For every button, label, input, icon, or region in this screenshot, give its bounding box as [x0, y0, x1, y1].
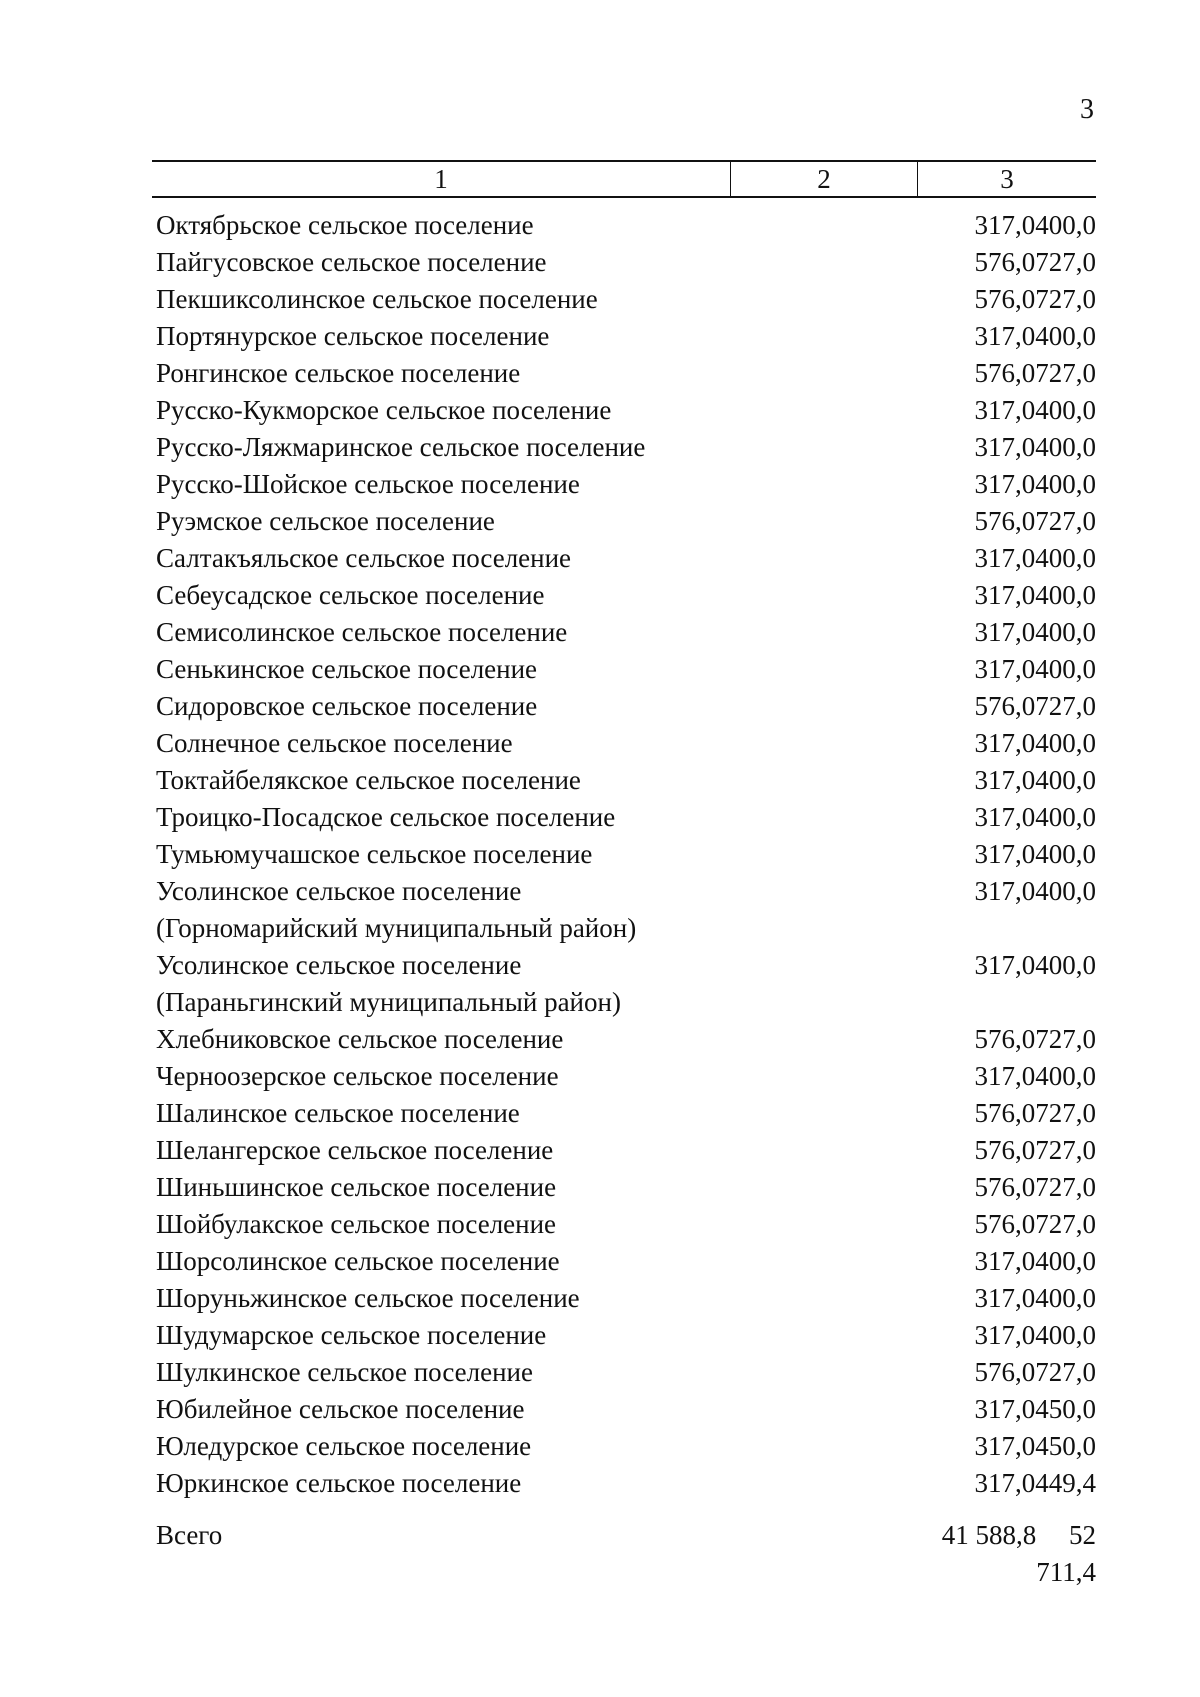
value-col2: 576,0	[974, 247, 1036, 277]
value-col2: 317,0	[974, 1394, 1036, 1424]
settlement-name-line: Ронгинское сельское поселение	[156, 358, 521, 388]
settlement-name-line: Шиньшинское сельское поселение	[156, 1172, 557, 1202]
value-col2: 317,0	[974, 469, 1036, 499]
settlement-name	[152, 1095, 744, 1132]
table-row	[152, 540, 1096, 577]
settlement-name	[152, 1243, 744, 1280]
value-col3: 400,0	[1035, 432, 1096, 462]
table-row	[152, 429, 1096, 466]
value-col2: 317,0	[974, 1468, 1036, 1498]
value-col3: 727,0	[1035, 284, 1096, 314]
settlement-name-line: Троицко-Посадское сельское поселение	[156, 802, 616, 832]
value-col2: 576,0	[974, 1135, 1036, 1165]
value-col3: 727,0	[1035, 1209, 1096, 1239]
settlement-name-line: Русско-Шойское сельское поселение	[156, 469, 580, 499]
settlement-name	[152, 651, 744, 688]
value-col2: 317,0	[974, 395, 1036, 425]
value-col2: 317,0	[974, 1283, 1036, 1313]
settlement-name-line: Портянурское сельское поселение	[156, 321, 550, 351]
settlement-name	[152, 392, 744, 429]
settlement-name	[152, 1465, 744, 1502]
table-row	[152, 466, 1096, 503]
table-row	[152, 725, 1096, 762]
settlement-name-line: Шойбулакское сельское поселение	[156, 1209, 557, 1239]
settlement-name-line: Шелангерское сельское поселение	[156, 1135, 554, 1165]
value-col3: 450,0	[1035, 1431, 1096, 1461]
value-col2: 317,0	[974, 543, 1036, 573]
table-row	[152, 1021, 1096, 1058]
settlement-name-line: Октябрьское сельское поселение	[156, 210, 534, 240]
value-col2: 317,0	[974, 580, 1036, 610]
table-row	[152, 799, 1096, 836]
settlement-name-line: Шоруньжинское сельское поселение	[156, 1283, 580, 1313]
value-col2: 317,0	[974, 1246, 1036, 1276]
table-row	[152, 207, 1096, 244]
settlement-name	[152, 1280, 744, 1317]
settlement-name-line: Русско-Кукморское сельское поселение	[156, 395, 612, 425]
table-row	[152, 1280, 1096, 1317]
settlement-name-line: Усолинское сельское поселение	[156, 876, 522, 906]
value-col3: 400,0	[1035, 1320, 1096, 1350]
table-row	[152, 355, 1096, 392]
table-row	[152, 1317, 1096, 1354]
settlement-name	[152, 577, 744, 614]
table-row	[152, 1095, 1096, 1132]
settlement-name-line: Шудумарское сельское поселение	[156, 1320, 547, 1350]
settlement-name	[152, 1169, 744, 1206]
page-number: 3	[1080, 94, 1094, 125]
value-col3: 400,0	[1035, 210, 1096, 240]
settlement-name-line: Семисолинское сельское поселение	[156, 617, 568, 647]
table-row	[152, 688, 1096, 725]
table-row	[152, 762, 1096, 799]
settlement-name	[152, 281, 744, 318]
settlement-name	[152, 355, 744, 392]
settlement-name	[152, 466, 744, 503]
value-col3: 400,0	[1035, 469, 1096, 499]
settlement-name	[152, 540, 744, 577]
value-col3: 727,0	[1035, 1024, 1096, 1054]
settlement-name	[152, 318, 744, 355]
settlement-name-line: Тумьюмучашское сельское поселение	[156, 839, 593, 869]
value-col2: 317,0	[974, 321, 1036, 351]
table-row	[152, 577, 1096, 614]
value-col3: 400,0	[1035, 1246, 1096, 1276]
table-row	[152, 1465, 1096, 1502]
value-col3: 727,0	[1035, 506, 1096, 536]
value-col2: 317,0	[974, 950, 1036, 980]
allocation-table	[152, 160, 1096, 1591]
column-header-1: 1	[434, 164, 448, 194]
value-col3: 400,0	[1035, 395, 1096, 425]
value-col2: 317,0	[974, 802, 1036, 832]
settlement-name-line: Шалинское сельское поселение	[156, 1098, 520, 1128]
total-row	[152, 1517, 1096, 1591]
settlement-name-line: Себеусадское сельское поселение	[156, 580, 545, 610]
settlement-name	[152, 688, 744, 725]
value-col2: 317,0	[974, 839, 1036, 869]
value-col3: 400,0	[1035, 876, 1096, 906]
settlement-name	[152, 947, 744, 1021]
value-col2: 576,0	[974, 691, 1036, 721]
settlement-name-line: Русско-Ляжмаринское сельское поселение	[156, 432, 646, 462]
settlement-name	[152, 1428, 744, 1465]
table-row	[152, 651, 1096, 688]
settlement-name	[152, 244, 744, 281]
settlement-name-line: (Параньгинский муниципальный район)	[156, 987, 621, 1017]
value-col2: 576,0	[974, 1024, 1036, 1054]
value-col3: 727,0	[1035, 1135, 1096, 1165]
settlement-name-line: Юркинское сельское поселение	[156, 1468, 522, 1498]
settlement-name	[152, 1317, 744, 1354]
settlement-name	[152, 799, 744, 836]
value-col2: 317,0	[974, 617, 1036, 647]
value-col2: 317,0	[974, 654, 1036, 684]
value-col2: 317,0	[974, 765, 1036, 795]
settlement-name	[152, 503, 744, 540]
settlement-name	[152, 1132, 744, 1169]
settlement-name	[152, 207, 744, 244]
value-col2: 317,0	[974, 1431, 1036, 1461]
value-col2: 576,0	[974, 1209, 1036, 1239]
value-col2: 317,0	[974, 1061, 1036, 1091]
settlement-name-line: Токтайбелякское сельское поселение	[156, 765, 581, 795]
table-row	[152, 244, 1096, 281]
settlement-name	[152, 1206, 744, 1243]
value-col3: 400,0	[1035, 950, 1096, 980]
table-row	[152, 318, 1096, 355]
table-row	[152, 392, 1096, 429]
table-row	[152, 1354, 1096, 1391]
settlement-name	[152, 873, 744, 947]
value-col3: 400,0	[1035, 543, 1096, 573]
value-col3: 400,0	[1035, 617, 1096, 647]
column-header-2: 2	[730, 162, 918, 196]
value-col2: 317,0	[974, 432, 1036, 462]
value-col3: 400,0	[1035, 654, 1096, 684]
settlement-name-line: Юбилейное сельское поселение	[156, 1394, 525, 1424]
value-col2: 576,0	[974, 284, 1036, 314]
settlement-name-line: Шулкинское сельское поселение	[156, 1357, 533, 1387]
value-col3: 727,0	[1035, 358, 1096, 388]
settlement-name-line: Хлебниковское сельское поселение	[156, 1024, 564, 1054]
value-col3: 727,0	[1035, 691, 1096, 721]
value-col3: 400,0	[1035, 765, 1096, 795]
table-row	[152, 873, 1096, 947]
settlement-name	[152, 836, 744, 873]
settlement-name-line: Солнечное сельское поселение	[156, 728, 513, 758]
table-row	[152, 614, 1096, 651]
table-header	[152, 160, 1096, 198]
value-col2: 576,0	[974, 1357, 1036, 1387]
value-col2: 576,0	[974, 506, 1036, 536]
value-col3: 727,0	[1035, 247, 1096, 277]
value-col2: 576,0	[974, 1172, 1036, 1202]
table-row	[152, 1169, 1096, 1206]
value-col3: 400,0	[1035, 321, 1096, 351]
table-row	[152, 836, 1096, 873]
value-col3: 400,0	[1035, 1061, 1096, 1091]
table-row	[152, 1391, 1096, 1428]
settlement-name-line: Руэмское сельское поселение	[156, 506, 495, 536]
value-col3: 400,0	[1035, 802, 1096, 832]
settlement-name	[152, 1354, 744, 1391]
value-col2: 317,0	[974, 728, 1036, 758]
value-col3: 400,0	[1035, 1283, 1096, 1313]
table-row	[152, 1058, 1096, 1095]
value-col3: 400,0	[1035, 580, 1096, 610]
settlement-name-line: Усолинское сельское поселение	[156, 950, 522, 980]
table-body	[152, 198, 1096, 1502]
settlement-name	[152, 429, 744, 466]
settlement-name	[152, 1058, 744, 1095]
value-col2: 317,0	[974, 1320, 1036, 1350]
settlement-name	[152, 1021, 744, 1058]
value-col2: 576,0	[974, 358, 1036, 388]
settlement-name-line: Черноозерское сельское поселение	[156, 1061, 559, 1091]
table-row	[152, 1132, 1096, 1169]
value-col3: 727,0	[1035, 1172, 1096, 1202]
settlement-name	[152, 762, 744, 799]
table-row	[152, 1428, 1096, 1465]
table-row	[152, 1206, 1096, 1243]
settlement-name-line: Шорсолинское сельское поселение	[156, 1246, 560, 1276]
value-col3: 727,0	[1035, 1357, 1096, 1387]
column-header-3: 3	[1000, 164, 1014, 194]
settlement-name-line: Салтакъяльское сельское поселение	[156, 543, 572, 573]
total-label: Всего	[156, 1520, 223, 1550]
value-col3: 450,0	[1035, 1394, 1096, 1424]
table-row	[152, 503, 1096, 540]
settlement-name	[152, 1391, 744, 1428]
settlement-name-line: Сенькинское сельское поселение	[156, 654, 538, 684]
total-value-col3: 52 711,4	[1036, 1520, 1096, 1587]
value-col2: 317,0	[974, 876, 1036, 906]
value-col3: 400,0	[1035, 728, 1096, 758]
total-value-col2: 41 588,8	[941, 1520, 1037, 1550]
settlement-name-line: (Горномарийский муниципальный район)	[156, 913, 637, 943]
settlement-name-line: Юледурское сельское поселение	[156, 1431, 532, 1461]
settlement-name	[152, 614, 744, 651]
settlement-name-line: Пайгусовское сельское поселение	[156, 247, 547, 277]
settlement-name-line: Пекшиксолинское сельское поселение	[156, 284, 598, 314]
value-col3: 727,0	[1035, 1098, 1096, 1128]
table-row	[152, 281, 1096, 318]
value-col2: 317,0	[974, 210, 1036, 240]
table-row	[152, 947, 1096, 1021]
settlement-name-line: Сидоровское сельское поселение	[156, 691, 538, 721]
value-col2: 576,0	[974, 1098, 1036, 1128]
value-col3: 449,4	[1035, 1468, 1096, 1498]
value-col3: 400,0	[1035, 839, 1096, 869]
settlement-name	[152, 725, 744, 762]
table-row	[152, 1243, 1096, 1280]
